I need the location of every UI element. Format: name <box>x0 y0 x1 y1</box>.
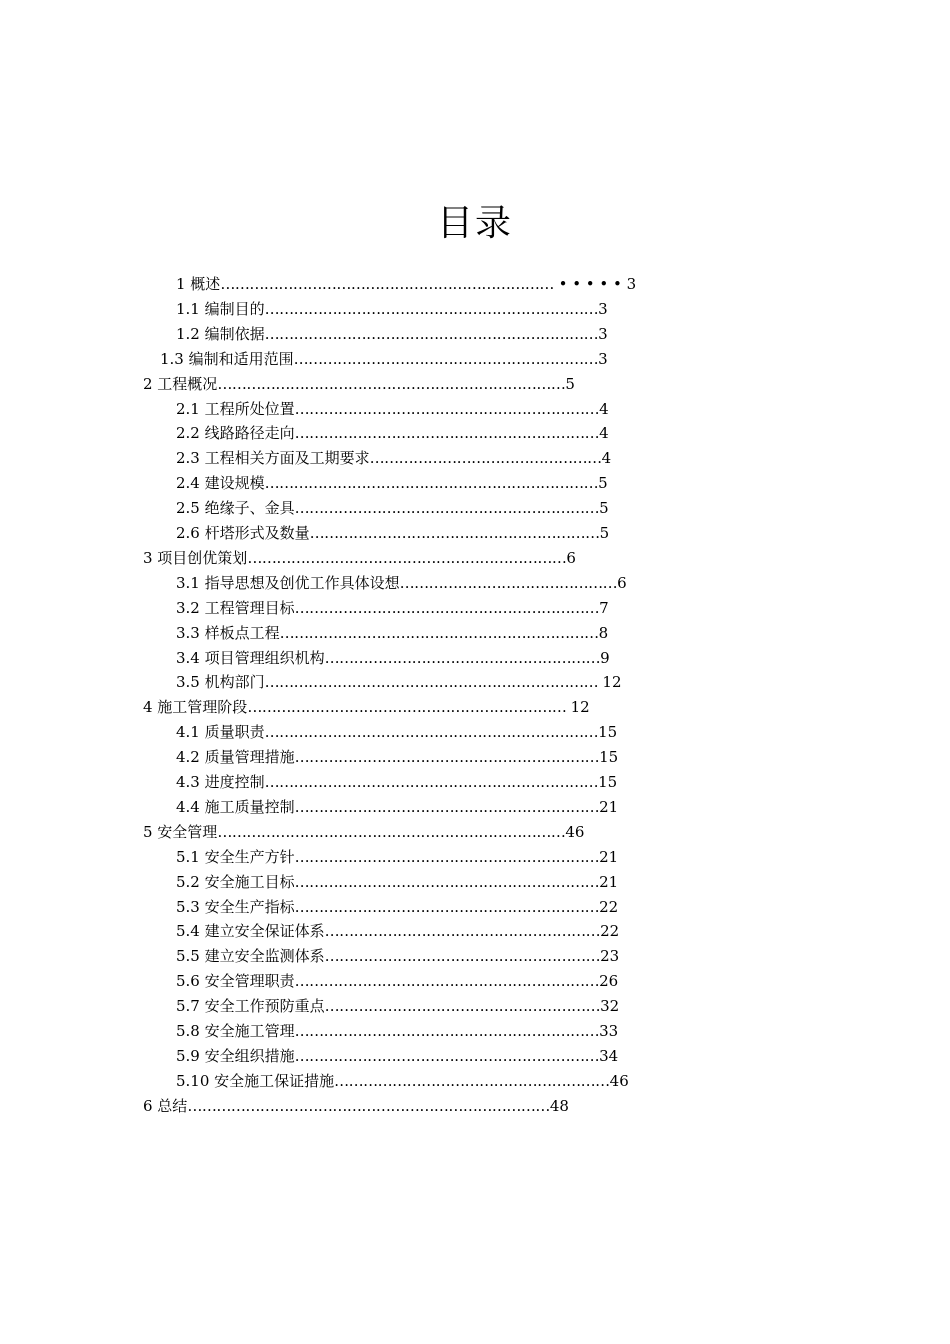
toc-page-number: 15 <box>598 723 618 742</box>
toc-page-number: 4 <box>599 424 609 443</box>
toc-leader-dots: ………………………………………………………………… <box>187 1096 550 1115</box>
toc-entry[interactable] <box>176 994 619 1018</box>
toc-page-number: 15 <box>598 773 618 791</box>
toc-entry-title: 4.1 质量职责 <box>176 723 265 742</box>
toc-entry[interactable] <box>176 720 617 744</box>
toc-entry[interactable] <box>143 1094 569 1118</box>
toc-entry[interactable] <box>176 421 609 445</box>
toc-entry-title: 5.2 安全施工目标 <box>176 872 295 891</box>
toc-entry[interactable] <box>176 521 609 545</box>
toc-entry[interactable] <box>176 969 618 993</box>
toc-entry[interactable] <box>143 820 584 844</box>
toc-entry-title: 5.8 安全施工管理 <box>176 1022 295 1040</box>
toc-leader-dots: ………………………………………………… <box>324 997 601 1016</box>
toc-page-number: 12 <box>602 673 622 692</box>
toc-page-number: 3 <box>626 275 637 293</box>
toc-leader-dots: ………………………………………………………… <box>247 548 567 567</box>
toc-entry[interactable] <box>176 745 618 769</box>
toc-page-number: 3 <box>598 299 608 318</box>
toc-entry[interactable] <box>176 297 608 321</box>
toc-entry[interactable] <box>176 496 609 520</box>
toc-leader-dots: …………………………………………………………… <box>264 324 599 343</box>
toc-leader-dots: …………………………………………………………… <box>220 275 554 293</box>
toc-entry[interactable] <box>176 646 610 670</box>
toc-entry[interactable] <box>143 695 590 719</box>
toc-leader-dots: …………………………………………………… <box>309 524 600 542</box>
toc-entry-title: 2 工程概况 <box>143 374 218 393</box>
toc-leader-dots: ……………………………………………………………… <box>217 822 566 841</box>
toc-page-number: 46 <box>565 822 585 841</box>
toc-page-number: 7 <box>599 598 609 617</box>
toc-entry[interactable] <box>176 670 622 694</box>
toc-page-number: 5 <box>598 474 608 493</box>
toc-leader-dots: ……………………………………………………… <box>294 399 600 418</box>
toc-page-number: 4 <box>601 449 612 468</box>
toc-entry[interactable] <box>176 770 617 794</box>
toc-entry[interactable] <box>176 397 609 421</box>
toc-entry[interactable] <box>160 347 608 371</box>
toc-entry-title: 4 施工管理阶段 <box>143 698 248 717</box>
toc-entry[interactable] <box>176 446 611 470</box>
toc-page-number: 8 <box>598 623 609 642</box>
toc-leader-dots: …………………………………………………………… <box>264 673 603 692</box>
toc-page-number: 9 <box>600 648 610 667</box>
toc-entry-title: 5.5 建立安全监测体系 <box>176 947 325 966</box>
toc-page-number: 6 <box>566 548 576 567</box>
toc-leader-dots: ……………………………………………………… <box>294 797 600 816</box>
toc-page-number: 22 <box>599 897 619 916</box>
toc-entry[interactable] <box>176 621 608 645</box>
toc-entry-title: 6 总结 <box>143 1096 188 1115</box>
toc-page-number: 21 <box>599 872 619 891</box>
toc-entry[interactable] <box>176 1044 618 1068</box>
toc-page-number: 5 <box>565 374 575 393</box>
toc-entry[interactable] <box>176 895 618 919</box>
toc-leader-dots: ……………………………………………………… <box>294 847 600 866</box>
toc-entry-title: 3 项目创优策划 <box>143 548 248 567</box>
toc-leader-dots: ………………………………………………… <box>324 648 601 667</box>
toc-page-number: 26 <box>599 972 619 991</box>
toc-page-number: 3 <box>598 349 608 368</box>
toc-entry-title: 3.1 指导思想及创优工作具体设想 <box>176 573 400 592</box>
toc-leader-dots: …………………………………………………………… <box>264 773 599 791</box>
toc-entry-title: 4.2 质量管理措施 <box>176 748 295 767</box>
toc-entry[interactable] <box>176 272 636 296</box>
toc-page-number: 12 <box>570 698 590 717</box>
toc-page-number: 6 <box>617 573 627 592</box>
toc-entry-title: 4.3 进度控制 <box>176 773 265 791</box>
toc-entry-title: 1.2 编制依据 <box>176 324 265 343</box>
toc-entry[interactable] <box>176 1069 629 1093</box>
toc-leader-dots: ……………………………………… <box>399 573 618 592</box>
toc-entry[interactable] <box>176 596 609 620</box>
toc-leader-dots: ………………………………………………………… <box>279 623 599 642</box>
toc-entry-title: 2.3 工程相关方面及工期要求 <box>176 449 370 468</box>
toc-leader-dots: ………………………………………………………… <box>247 698 571 717</box>
toc-leader-dots: ……………………………………………………… <box>294 1022 600 1040</box>
toc-entry[interactable] <box>176 571 627 595</box>
toc-entry-title: 5.4 建立安全保证体系 <box>176 922 325 941</box>
toc-leader-dots: ……………………………………………………… <box>294 499 600 518</box>
toc-entry[interactable] <box>176 919 619 943</box>
toc-page-number: 5 <box>599 524 610 542</box>
toc-leader-dots: ………………………………………………… <box>324 922 601 941</box>
toc-leader-dots: …………………………………………………………… <box>264 723 599 742</box>
toc-page-number: 32 <box>600 997 620 1016</box>
toc-page-number: 3 <box>598 324 608 343</box>
toc-page-number: 33 <box>599 1022 619 1040</box>
toc-leader-dots: …………………………………………………………… <box>264 474 599 493</box>
toc-entry-title: 3.2 工程管理目标 <box>176 598 295 617</box>
toc-leader-dots: ……………………………………………………… <box>294 598 600 617</box>
toc-entry-title: 2.4 建设规模 <box>176 474 265 493</box>
toc-leader-dots: ………………………………………………… <box>324 947 601 966</box>
toc-entry[interactable] <box>143 372 575 396</box>
toc-entry[interactable] <box>176 795 618 819</box>
toc-page-number: 48 <box>549 1096 569 1115</box>
toc-entry-title: 1.1 编制目的 <box>176 299 265 318</box>
toc-entry[interactable] <box>176 845 618 869</box>
toc-page-number: 34 <box>599 1046 619 1065</box>
toc-page-number: 22 <box>600 922 620 941</box>
toc-entry-title: 1.3 编制和适用范围 <box>160 349 294 368</box>
toc-page-number: 5 <box>599 499 609 518</box>
toc-entry[interactable] <box>176 471 608 495</box>
toc-entry-title: 5.9 安全组织措施 <box>176 1046 295 1065</box>
toc-leader-dots: ………………………………………………… <box>334 1071 610 1090</box>
toc-leader-dots: ………………………………………… <box>369 449 602 468</box>
toc-entry-title: 3.3 样板点工程 <box>176 623 280 642</box>
toc-leader-dots: ……………………………………………………… <box>294 872 600 891</box>
toc-entry-title: 4.4 施工质量控制 <box>176 797 295 816</box>
toc-entry[interactable] <box>176 944 619 968</box>
toc-leader-dots: ……………………………………………………… <box>294 1046 600 1065</box>
toc-leader-dots: ……………………………………………………… <box>294 972 600 991</box>
toc-leader-dots: ……………………………………………………………… <box>217 374 566 393</box>
toc-entry-title: 2.1 工程所处位置 <box>176 399 295 418</box>
toc-entry[interactable] <box>176 1019 618 1043</box>
toc-leader-dots: ……………………………………………………… <box>294 424 600 443</box>
page-title: 目录 <box>436 203 513 244</box>
toc-entry-title: 5.6 安全管理职责 <box>176 972 295 991</box>
toc-entry[interactable] <box>176 322 608 346</box>
toc-entry-title: 3.5 机构部门 <box>176 673 265 692</box>
toc-leader-bullets: • • • • • <box>553 275 627 293</box>
toc-entry-title: 5.7 安全工作预防重点 <box>176 997 325 1016</box>
toc-entry[interactable] <box>176 870 618 894</box>
toc-page-number: 21 <box>599 797 619 816</box>
toc-page-number: 21 <box>599 847 619 866</box>
toc-leader-dots: ……………………………………………………… <box>294 897 600 916</box>
toc-leader-dots: …………………………………………………………… <box>264 299 599 318</box>
toc-entry-title: 1 概述 <box>176 275 221 293</box>
toc-entry-title: 2.2 线路路径走向 <box>176 424 295 443</box>
toc-leader-dots: ……………………………………………………… <box>293 349 599 368</box>
toc-entry-title: 2.5 绝缘子、金具 <box>176 499 295 518</box>
toc-entry[interactable] <box>143 546 576 570</box>
toc-page-number: 23 <box>600 947 620 966</box>
toc-entry-title: 5.3 安全生产指标 <box>176 897 295 916</box>
toc-entry-title: 3.4 项目管理组织机构 <box>176 648 325 667</box>
toc-entry-title: 5.10 安全施工保证措施 <box>176 1071 335 1090</box>
toc-entry-title: 5.1 安全生产方针 <box>176 847 295 866</box>
toc-page-number: 4 <box>599 399 609 418</box>
toc-page-number: 15 <box>599 748 619 767</box>
toc-leader-dots: ……………………………………………………… <box>294 748 600 767</box>
toc-entry-title: 2.6 杆塔形式及数量 <box>176 524 310 542</box>
toc-page-number: 46 <box>609 1071 629 1090</box>
toc-entry-title: 5 安全管理 <box>143 822 218 841</box>
